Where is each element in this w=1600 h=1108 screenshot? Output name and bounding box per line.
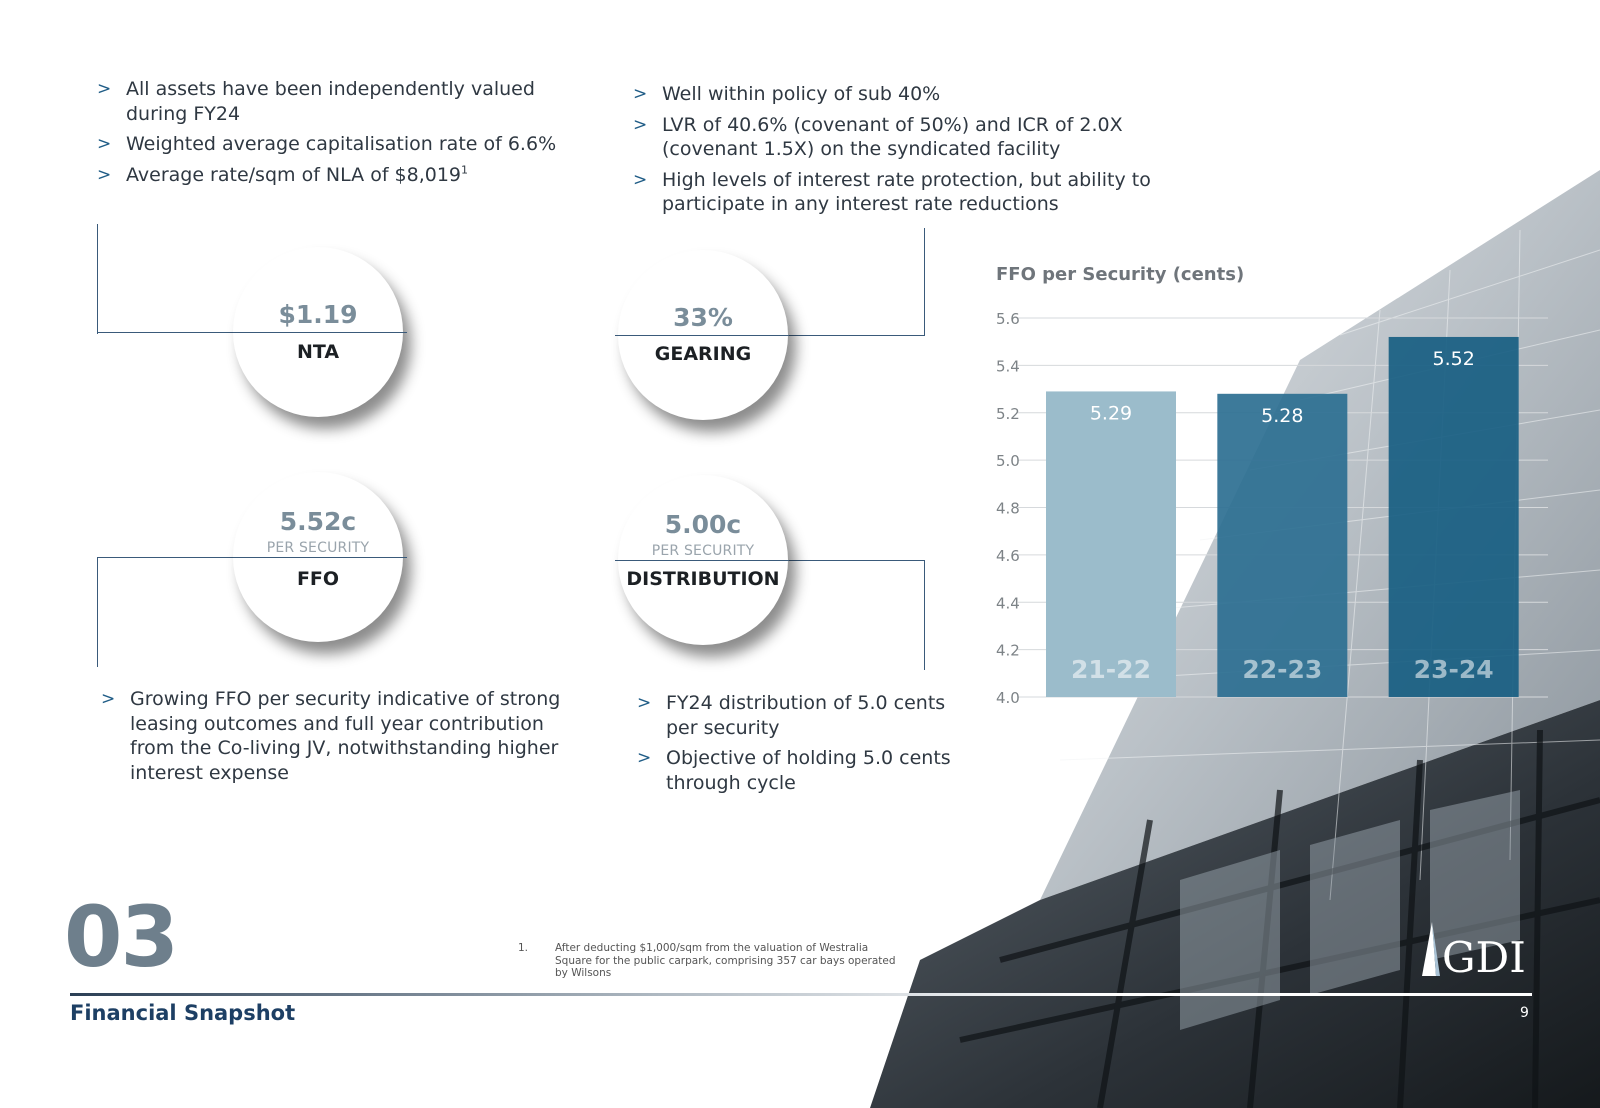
bullet-item: > Average rate/sqm of NLA of $8,019$^1$	[97, 163, 469, 186]
bracket-line	[924, 560, 925, 670]
ffo-value: 5.52c	[279, 507, 357, 536]
bracket-line	[615, 560, 789, 561]
y-tick-label: 4.2	[996, 641, 1020, 660]
chart-title: FFO per Security (cents)	[996, 264, 1245, 285]
x-category-label: 22-23	[1242, 655, 1323, 684]
bullet-chevron-icon: >	[633, 84, 648, 104]
gdi-logo-text: GDI	[1442, 933, 1526, 980]
bullet-item: > FY24 distribution of 5.0 cents per security	[637, 692, 946, 739]
distribution-sub: PER SECURITY	[651, 543, 755, 559]
section-number: 03	[64, 888, 177, 986]
y-tick-label: 4.4	[996, 594, 1020, 613]
gdi-logo-spire	[1422, 922, 1436, 976]
bar	[1217, 394, 1347, 697]
top-left-bullets	[97, 77, 567, 193]
y-tick-label: 5.6	[996, 310, 1020, 328]
footnote-marker: 1	[461, 163, 469, 177]
footnote-number: 1.	[518, 942, 529, 954]
gearing-value: 33%	[673, 303, 733, 332]
bullet-chevron-icon: >	[101, 689, 116, 709]
bar	[1389, 337, 1519, 697]
bullet-item: > High levels of interest rate protection, but ability to participate in any interest rate reductions	[633, 168, 1151, 215]
bracket-line	[233, 557, 407, 558]
x-category-label: 21-22	[1071, 655, 1151, 684]
gearing-label: GEARING	[654, 343, 752, 365]
bullet-item: > Well within policy of sub 40%	[633, 83, 941, 105]
bullet-chevron-icon: >	[637, 693, 652, 713]
bullet-item: > LVR of 40.6% (covenant of 50%) and ICR of 2.0X (covenant 1.5X) on the syndicated facility	[633, 113, 1123, 160]
bracket-line	[924, 228, 925, 336]
bracket-line	[233, 332, 407, 333]
section-title: Financial Snapshot	[70, 1001, 296, 1025]
footer-divider	[70, 993, 1532, 996]
bracket-line	[97, 224, 98, 334]
bullet-chevron-icon: >	[633, 114, 648, 135]
bar	[1046, 391, 1176, 697]
ffo-sub: PER SECURITY	[266, 540, 370, 556]
bullet-chevron-icon: >	[633, 169, 648, 190]
ffo-bar-chart	[980, 300, 1580, 720]
bullet-item: > Growing FFO per security indicative of strong leasing outcomes and full year contribution from the Co-living JV, notwithstanding higher interest expense	[101, 688, 561, 784]
bullet-item: > Weighted average capitalisation rate of 6.6%	[97, 133, 557, 155]
top-right-bullets	[633, 82, 1213, 223]
nta-label: NTA	[296, 341, 340, 363]
bullet-chevron-icon: >	[97, 134, 112, 154]
bottom-left-bullets	[101, 687, 571, 791]
ffo-label: FFO	[296, 568, 340, 590]
bar-value-label: 5.29	[1089, 402, 1133, 425]
x-category-label: 23-24	[1413, 655, 1494, 684]
bullet-chevron-icon: >	[97, 79, 112, 99]
y-tick-label: 5.2	[996, 404, 1020, 423]
y-tick-label: 4.0	[996, 689, 1020, 707]
distribution-value: 5.00c	[664, 510, 742, 539]
bar-value-label: 5.52	[1432, 347, 1475, 370]
bar-value-label: 5.28	[1261, 404, 1304, 427]
y-tick-label: 4.6	[996, 546, 1020, 565]
y-tick-label: 4.8	[996, 499, 1020, 518]
bracket-line	[97, 557, 98, 667]
bottom-right-bullets	[637, 691, 982, 801]
bullet-chevron-icon: >	[97, 164, 112, 185]
page-number: 9	[1520, 1005, 1529, 1021]
bullet-item: > All assets have been independently valued during FY24	[97, 78, 535, 125]
y-tick-label: 5.0	[996, 452, 1020, 471]
bullet-item: > Objective of holding 5.0 cents through cycle	[637, 747, 951, 794]
nta-value: $1.19	[278, 300, 358, 329]
bullet-chevron-icon: >	[637, 748, 652, 768]
gdi-logo	[1418, 918, 1534, 980]
y-tick-label: 5.4	[996, 357, 1020, 376]
footnote-text: After deducting $1,000/sqm from the valuation of Westralia Square for the public carpark, comprising 357 car bays operated by Wilsons	[555, 942, 896, 979]
distribution-label: DISTRIBUTION	[626, 568, 780, 590]
bracket-line	[615, 335, 789, 336]
